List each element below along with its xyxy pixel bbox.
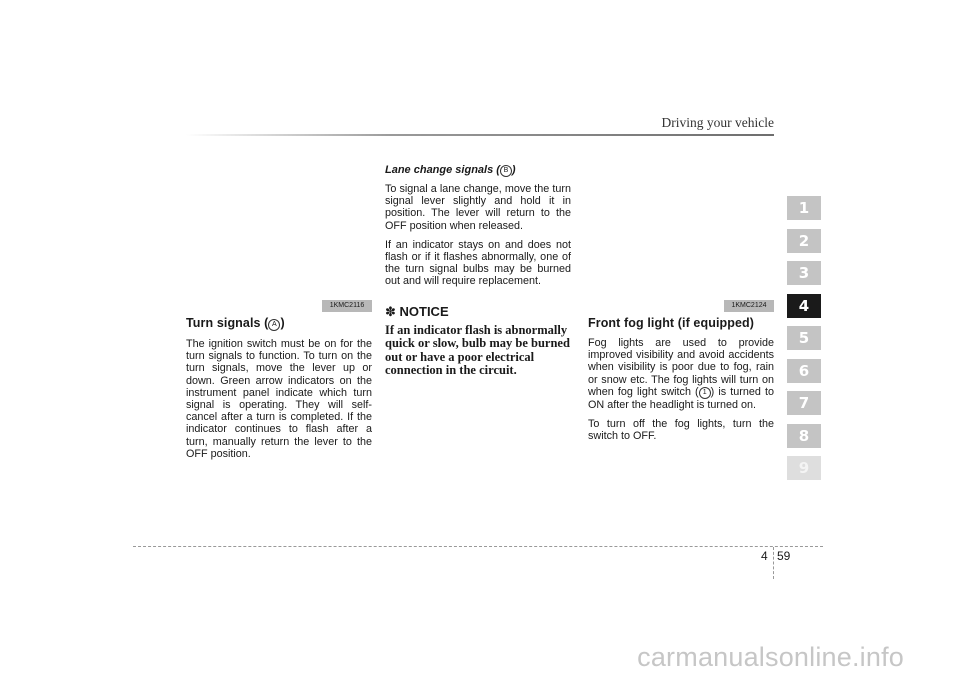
chapter-tab-6[interactable]: 6: [787, 359, 821, 383]
chapter-tab-7[interactable]: 7: [787, 391, 821, 415]
chapter-tab-8[interactable]: 8: [787, 424, 821, 448]
notice-body: If an indicator flash is abnormally quick or slow, bulb may be burned out or have a poor electrical connection in the circuit.: [385, 322, 570, 378]
circled-1-marker-icon: 1: [699, 387, 711, 399]
para-text: Fog lights are used to provide improved visibility and avoid accidents when visibility is poor due to fog, rain or snow etc. The fog lights will turn on when fog light switch (: [588, 337, 774, 398]
lane-change-para-2: If an indicator stays on and does not flash or if it flashes abnormally, one of the turn signal bulbs may be burned out and will require replacement.: [385, 238, 571, 288]
circled-a-marker-icon: A: [268, 319, 280, 331]
turn-signals-section: [186, 300, 372, 467]
chapter-tab-5[interactable]: 5: [787, 326, 821, 350]
chapter-index: [787, 196, 821, 489]
fog-light-heading: Front fog light (if equipped): [588, 316, 755, 330]
page-number: 59: [777, 549, 791, 563]
chapter-tab-9[interactable]: 9: [787, 456, 821, 480]
header-rule: [186, 134, 774, 136]
page-number-divider: [773, 547, 774, 579]
illustration-code-tag: 1KMC2116: [322, 300, 372, 312]
footer-rule: [133, 546, 823, 547]
heading-text: Lane change signals (: [385, 164, 500, 176]
page-chapter-number: 4: [761, 549, 768, 563]
lane-change-para-1: To signal a lane change, move the turn signal lever slightly and hold it in position. The lever will return to the OFF position when released.: [385, 183, 571, 232]
fog-light-para-1: [588, 337, 774, 411]
turn-signals-body: The ignition switch must be on for the turn signals to function. To turn on the turn signals, move the lever up or down. Green arrow indicators on the instrument panel indicate which turn signal is operating. They will self-cancel after a turn is completed. If the indicator continues to flash after a turn, manually return the lever to the OFF position.: [186, 338, 372, 460]
circled-b-marker-icon: B: [500, 165, 512, 177]
illustration-code-tag: 1KMC2124: [724, 300, 774, 312]
lane-change-heading: [385, 164, 571, 177]
fog-light-section: [588, 300, 774, 449]
turn-signals-heading: [186, 316, 372, 331]
lane-change-section: [385, 164, 571, 378]
heading-close: ): [280, 316, 285, 330]
watermark: carmanualsonline.info: [637, 642, 904, 672]
para-text-continued: ) is turned to ON after the headlight is turned on.: [588, 385, 774, 411]
notice-title: ✽ NOTICE: [385, 303, 449, 319]
chapter-tab-3[interactable]: 3: [787, 261, 821, 285]
section-title: Driving your vehicle: [661, 115, 774, 130]
chapter-tab-4[interactable]: 4: [787, 294, 821, 318]
chapter-tab-1[interactable]: 1: [787, 196, 821, 220]
chapter-tab-2[interactable]: 2: [787, 229, 821, 253]
heading-text: Turn signals (: [186, 316, 269, 330]
heading-close: ): [511, 164, 516, 176]
fog-light-para-2: To turn off the fog lights, turn the switch to OFF.: [588, 418, 774, 443]
